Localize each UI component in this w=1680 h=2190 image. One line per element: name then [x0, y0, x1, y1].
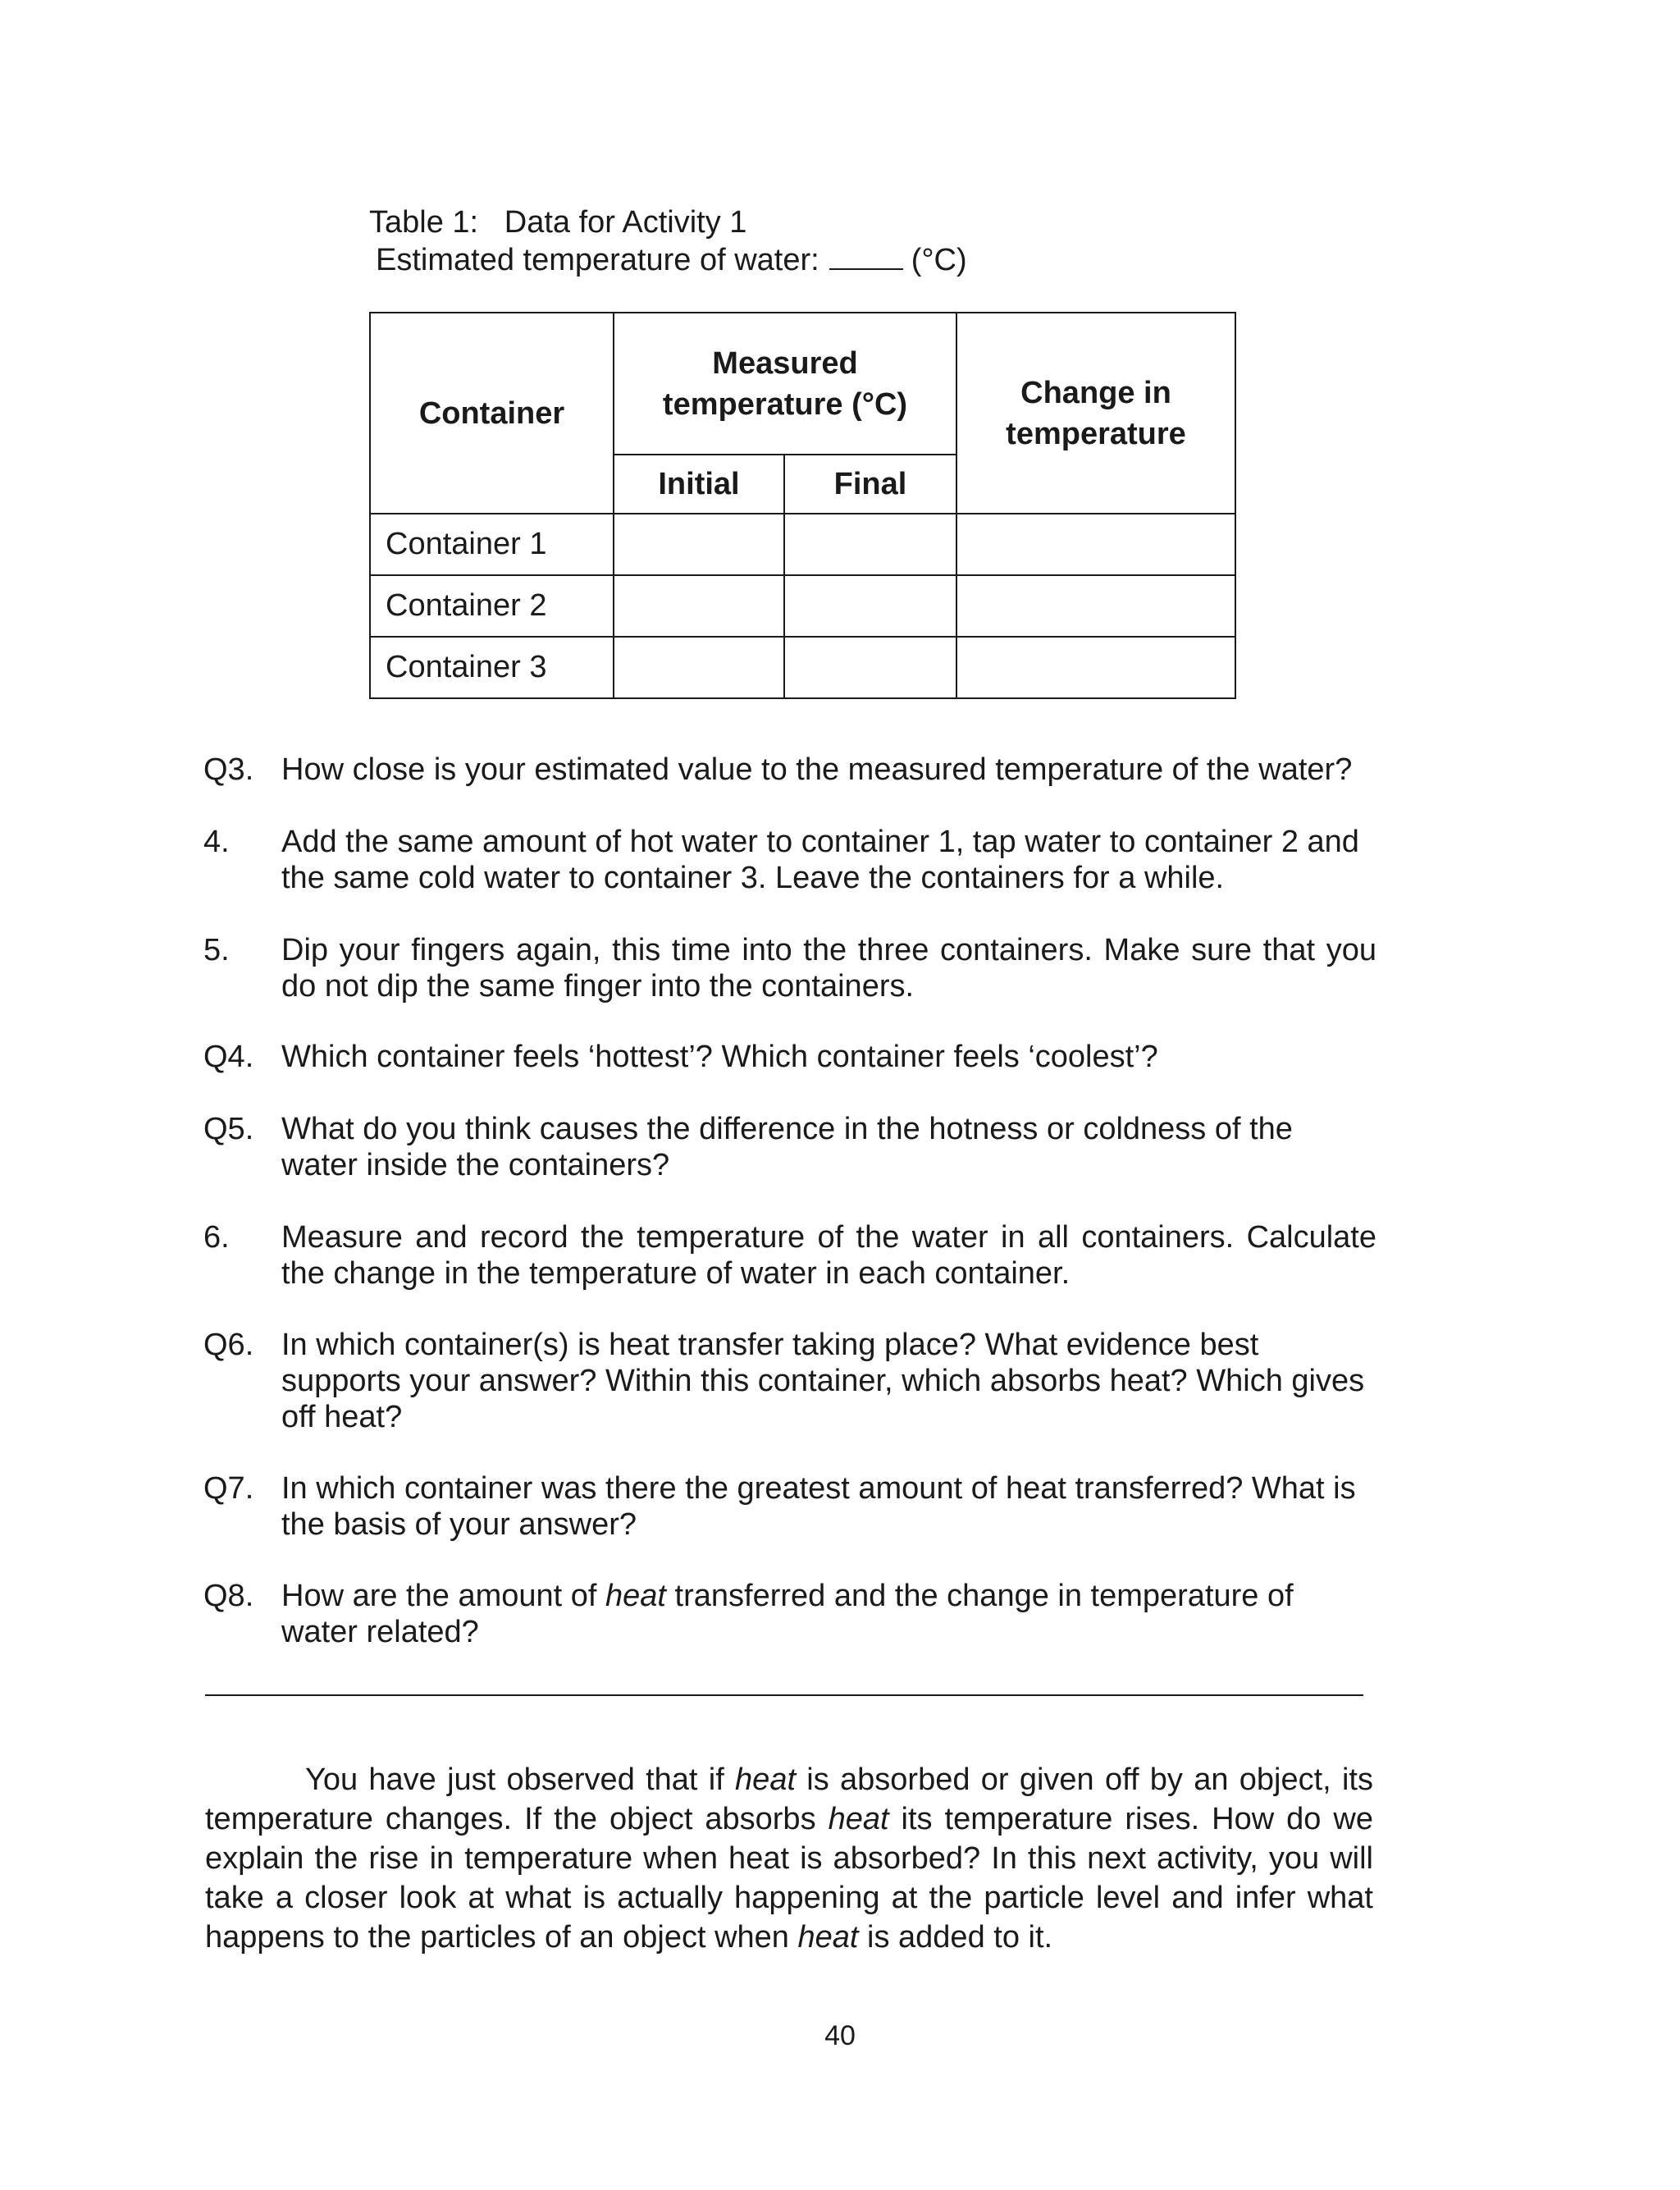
item-number: Q5.	[203, 1112, 254, 1146]
step-4	[203, 824, 1376, 896]
item-text: Add the same amount of hot water to container 1, tap water to container 2 and the same cold water to container 3. Leave the containers for a while.	[281, 825, 1359, 895]
item-number: Q4.	[203, 1040, 254, 1074]
item-text: In which container(s) is heat transfer taking place? What evidence best supports your answer? Within this container, which absorbs heat? Which gives off heat?	[281, 1328, 1365, 1434]
item-text: In which container was there the greatest amount of heat transferred? What is the basis of your answer?	[281, 1471, 1356, 1542]
table-caption	[369, 203, 967, 279]
cell-initial[interactable]	[614, 575, 784, 637]
item-number: 4.	[203, 825, 230, 859]
item-text: Dip your fingers again, this time into the three containers. Make sure that you do not dip the same finger into the containers.	[281, 933, 1376, 1004]
cell-final[interactable]	[784, 514, 956, 575]
item-number: Q8.	[203, 1579, 254, 1613]
cell-final[interactable]	[784, 637, 956, 698]
header-measured-temperature: Measured temperature (°C)	[614, 313, 956, 455]
table-row	[370, 514, 1235, 575]
item-number: 6.	[203, 1220, 230, 1255]
question-q7	[203, 1470, 1376, 1543]
emphasis-heat: heat	[797, 1920, 859, 1955]
table-title: Table 1: Data for Activity 1	[369, 205, 747, 240]
step-5	[203, 932, 1376, 1004]
emphasis-heat: heat	[605, 1579, 666, 1613]
page-number: 40	[824, 2020, 856, 2051]
emphasis-heat: heat	[735, 1763, 797, 1797]
cell-change[interactable]	[956, 637, 1235, 698]
header-change-in-temperature: Change in temperature	[956, 313, 1235, 514]
step-6	[203, 1219, 1376, 1292]
data-table	[369, 312, 1236, 699]
item-text: How are the amount of heat transferred and the change in temperature of water related?	[281, 1579, 1294, 1649]
question-q4	[203, 1039, 1376, 1075]
table-row	[370, 637, 1235, 698]
cell-change[interactable]	[956, 575, 1235, 637]
cell-change[interactable]	[956, 514, 1235, 575]
cell-initial[interactable]	[614, 637, 784, 698]
row-label: Container 3	[370, 637, 614, 698]
item-number: 5.	[203, 933, 230, 967]
row-label: Container 2	[370, 575, 614, 637]
header-initial: Initial	[614, 455, 784, 514]
item-number: Q6.	[203, 1328, 254, 1362]
item-text: What do you think causes the difference in the hotness or coldness of the water inside the containers?	[281, 1112, 1293, 1182]
header-final: Final	[784, 455, 956, 514]
item-text: Which container feels ‘hottest’? Which container feels ‘coolest’?	[281, 1040, 1158, 1074]
estimated-temperature-line: Estimated temperature of water: (°C)	[376, 243, 967, 277]
summary-paragraph: You have just observed that if heat is absorbed or given off by an object, its temperature changes. If the object absorbs heat its temperature rises. How do we explain the rise in temperature when heat is absorbed? In this next activity, you will take a closer look at what is actually happening at the particle level and infer what happens to the particles of an object when heat is added to it.	[205, 1763, 1374, 1955]
table-row	[370, 575, 1235, 637]
header-container: Container	[370, 313, 614, 514]
item-number: Q3.	[203, 752, 254, 787]
question-q8	[203, 1578, 1376, 1650]
cell-final[interactable]	[784, 575, 956, 637]
estimated-temperature-blank[interactable]	[829, 242, 903, 270]
cell-initial[interactable]	[614, 514, 784, 575]
emphasis-heat: heat	[828, 1802, 889, 1836]
item-number: Q7.	[203, 1471, 254, 1506]
question-q5	[203, 1111, 1376, 1183]
item-text: Measure and record the temperature of the water in all containers. Calculate the change in the temperature of water in each container.	[281, 1220, 1376, 1291]
question-q6	[203, 1327, 1376, 1435]
row-label: Container 1	[370, 514, 614, 575]
question-q3	[203, 752, 1376, 788]
section-divider	[205, 1694, 1363, 1696]
item-text: How close is your estimated value to the measured temperature of the water?	[281, 752, 1353, 787]
